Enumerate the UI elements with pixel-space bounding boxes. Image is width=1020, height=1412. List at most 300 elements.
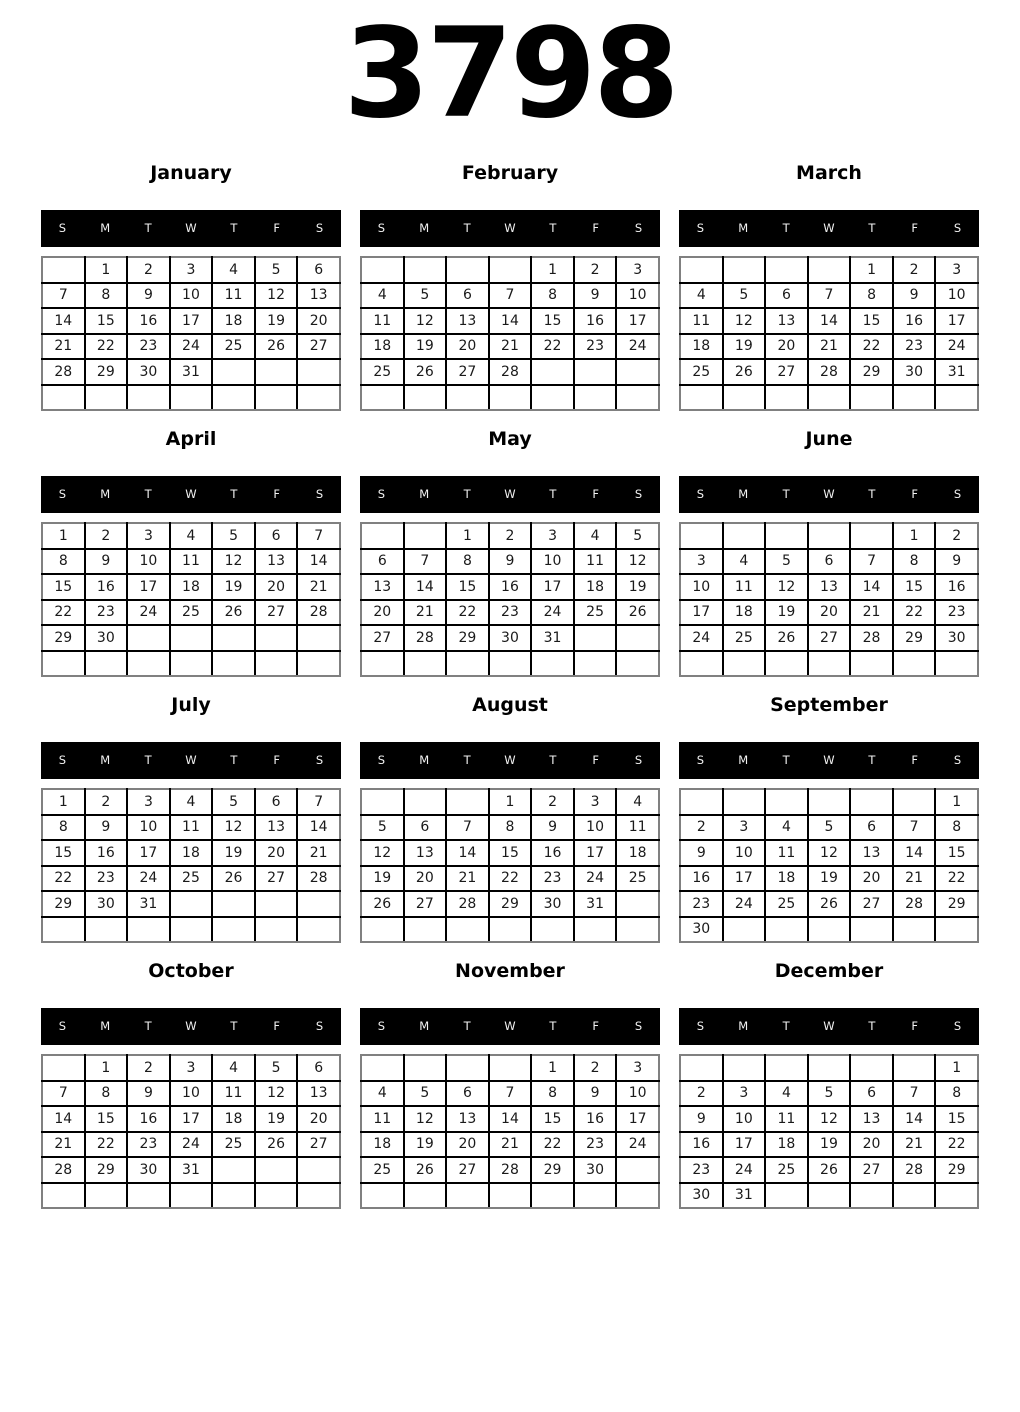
date-cell: 9 bbox=[574, 283, 617, 309]
date-cell: 13 bbox=[808, 574, 851, 600]
date-cell: 9 bbox=[127, 1081, 170, 1107]
date-cell: 11 bbox=[765, 840, 808, 866]
date-cell: 19 bbox=[212, 840, 255, 866]
date-cell: 8 bbox=[489, 815, 532, 841]
date-cell: 26 bbox=[765, 625, 808, 651]
empty-cell bbox=[808, 651, 851, 677]
empty-cell bbox=[85, 651, 128, 677]
empty-cell bbox=[531, 1183, 574, 1209]
empty-cell bbox=[42, 651, 85, 677]
empty-cell bbox=[850, 789, 893, 815]
date-cell: 31 bbox=[935, 359, 978, 385]
weekday-label: M bbox=[419, 487, 430, 501]
date-cell: 22 bbox=[42, 866, 85, 892]
date-cell: 21 bbox=[42, 1132, 85, 1158]
weekday-label: M bbox=[738, 221, 749, 235]
date-cell: 7 bbox=[42, 1081, 85, 1107]
date-cell: 3 bbox=[574, 789, 617, 815]
empty-cell bbox=[404, 651, 447, 677]
date-cell: 1 bbox=[893, 523, 936, 549]
date-cell: 13 bbox=[361, 574, 404, 600]
date-cell: 13 bbox=[255, 549, 298, 575]
date-cell: 29 bbox=[935, 1157, 978, 1183]
date-cell: 14 bbox=[808, 308, 851, 334]
date-cell: 15 bbox=[935, 840, 978, 866]
date-cell: 3 bbox=[723, 815, 766, 841]
week-row bbox=[361, 866, 659, 892]
week-row bbox=[680, 283, 978, 309]
date-cell: 11 bbox=[723, 574, 766, 600]
date-cell: 19 bbox=[255, 1106, 298, 1132]
month-title: September bbox=[770, 694, 888, 716]
week-row bbox=[680, 1106, 978, 1132]
date-cell: 7 bbox=[489, 283, 532, 309]
date-cell: 31 bbox=[170, 359, 213, 385]
date-cell: 10 bbox=[170, 1081, 213, 1107]
date-cell: 25 bbox=[574, 600, 617, 626]
weekday-label: S bbox=[634, 1019, 643, 1033]
weekday-label: S bbox=[634, 753, 643, 767]
weekday-header bbox=[679, 476, 979, 513]
month-grid bbox=[41, 788, 341, 943]
date-cell: 10 bbox=[723, 840, 766, 866]
date-cell: 6 bbox=[361, 549, 404, 575]
date-cell: 13 bbox=[297, 1081, 340, 1107]
empty-cell bbox=[765, 917, 808, 943]
date-cell: 11 bbox=[212, 1081, 255, 1107]
empty-cell bbox=[127, 917, 170, 943]
date-cell: 28 bbox=[489, 1157, 532, 1183]
weekday-label: S bbox=[58, 1019, 67, 1033]
weekday-label: F bbox=[273, 487, 281, 501]
date-cell: 1 bbox=[935, 1055, 978, 1081]
empty-cell bbox=[616, 891, 659, 917]
date-cell: 15 bbox=[531, 1106, 574, 1132]
weekday-label: S bbox=[315, 753, 324, 767]
date-cell: 6 bbox=[850, 815, 893, 841]
date-cell: 26 bbox=[808, 1157, 851, 1183]
date-cell: 29 bbox=[42, 891, 85, 917]
date-cell: 2 bbox=[680, 1081, 723, 1107]
date-cell: 17 bbox=[127, 574, 170, 600]
date-cell: 27 bbox=[850, 891, 893, 917]
date-cell: 17 bbox=[935, 308, 978, 334]
week-row bbox=[361, 815, 659, 841]
week-row bbox=[361, 651, 659, 677]
date-cell: 14 bbox=[850, 574, 893, 600]
date-cell: 7 bbox=[893, 1081, 936, 1107]
date-cell: 25 bbox=[361, 359, 404, 385]
date-cell: 4 bbox=[212, 1055, 255, 1081]
date-cell: 29 bbox=[489, 891, 532, 917]
week-row bbox=[680, 385, 978, 411]
date-cell: 30 bbox=[85, 891, 128, 917]
weekday-label: S bbox=[953, 753, 962, 767]
empty-cell bbox=[531, 651, 574, 677]
month-grid-body bbox=[42, 523, 340, 676]
weekday-label: M bbox=[738, 753, 749, 767]
week-row bbox=[42, 789, 340, 815]
date-cell: 18 bbox=[680, 334, 723, 360]
date-cell: 8 bbox=[42, 815, 85, 841]
date-cell: 26 bbox=[808, 891, 851, 917]
empty-cell bbox=[127, 651, 170, 677]
date-cell: 1 bbox=[446, 523, 489, 549]
empty-cell bbox=[850, 651, 893, 677]
date-cell: 3 bbox=[723, 1081, 766, 1107]
month-calendar bbox=[360, 426, 660, 677]
date-cell: 16 bbox=[680, 866, 723, 892]
date-cell: 15 bbox=[85, 1106, 128, 1132]
date-cell: 17 bbox=[127, 840, 170, 866]
date-cell: 4 bbox=[765, 815, 808, 841]
weekday-label: T bbox=[782, 1019, 790, 1033]
date-cell: 24 bbox=[170, 1132, 213, 1158]
empty-cell bbox=[765, 651, 808, 677]
date-cell: 30 bbox=[127, 359, 170, 385]
empty-cell bbox=[446, 917, 489, 943]
weekday-label: W bbox=[185, 487, 197, 501]
date-cell: 19 bbox=[255, 308, 298, 334]
week-row bbox=[680, 840, 978, 866]
weekday-label: S bbox=[377, 221, 386, 235]
date-cell: 12 bbox=[616, 549, 659, 575]
date-cell: 11 bbox=[680, 308, 723, 334]
empty-cell bbox=[489, 257, 532, 283]
empty-cell bbox=[446, 257, 489, 283]
month-grid bbox=[360, 522, 660, 677]
weekday-label: S bbox=[315, 487, 324, 501]
empty-cell bbox=[255, 385, 298, 411]
empty-cell bbox=[680, 523, 723, 549]
date-cell: 18 bbox=[361, 334, 404, 360]
date-cell: 31 bbox=[127, 891, 170, 917]
weekday-label: T bbox=[463, 221, 471, 235]
date-cell: 6 bbox=[297, 257, 340, 283]
weekday-label: T bbox=[230, 221, 238, 235]
date-cell: 3 bbox=[170, 1055, 213, 1081]
empty-cell bbox=[935, 917, 978, 943]
date-cell: 5 bbox=[404, 1081, 447, 1107]
empty-cell bbox=[127, 1183, 170, 1209]
empty-cell bbox=[212, 385, 255, 411]
empty-cell bbox=[723, 1055, 766, 1081]
empty-cell bbox=[297, 385, 340, 411]
date-cell: 26 bbox=[723, 359, 766, 385]
date-cell: 24 bbox=[616, 334, 659, 360]
date-cell: 21 bbox=[808, 334, 851, 360]
date-cell: 9 bbox=[531, 815, 574, 841]
empty-cell bbox=[127, 385, 170, 411]
date-cell: 29 bbox=[893, 625, 936, 651]
empty-cell bbox=[404, 257, 447, 283]
empty-cell bbox=[297, 1183, 340, 1209]
date-cell: 5 bbox=[255, 257, 298, 283]
date-cell: 20 bbox=[361, 600, 404, 626]
empty-cell bbox=[127, 625, 170, 651]
date-cell: 17 bbox=[531, 574, 574, 600]
empty-cell bbox=[255, 1157, 298, 1183]
date-cell: 17 bbox=[723, 866, 766, 892]
date-cell: 11 bbox=[361, 308, 404, 334]
date-cell: 21 bbox=[42, 334, 85, 360]
empty-cell bbox=[42, 257, 85, 283]
week-row bbox=[680, 1055, 978, 1081]
date-cell: 4 bbox=[170, 523, 213, 549]
weekday-label: F bbox=[911, 1019, 919, 1033]
date-cell: 8 bbox=[446, 549, 489, 575]
date-cell: 12 bbox=[808, 1106, 851, 1132]
date-cell: 17 bbox=[723, 1132, 766, 1158]
week-row bbox=[361, 334, 659, 360]
weekday-label: S bbox=[58, 753, 67, 767]
month-calendar bbox=[679, 958, 979, 1209]
date-cell: 6 bbox=[255, 789, 298, 815]
empty-cell bbox=[489, 651, 532, 677]
date-cell: 30 bbox=[680, 917, 723, 943]
date-cell: 2 bbox=[85, 523, 128, 549]
date-cell: 25 bbox=[680, 359, 723, 385]
month-calendar bbox=[360, 692, 660, 943]
date-cell: 15 bbox=[42, 840, 85, 866]
date-cell: 7 bbox=[850, 549, 893, 575]
weekday-label: T bbox=[463, 487, 471, 501]
empty-cell bbox=[574, 1183, 617, 1209]
week-row bbox=[680, 625, 978, 651]
empty-cell bbox=[255, 625, 298, 651]
date-cell: 12 bbox=[255, 1081, 298, 1107]
empty-cell bbox=[212, 917, 255, 943]
date-cell: 2 bbox=[531, 789, 574, 815]
date-cell: 27 bbox=[808, 625, 851, 651]
date-cell: 27 bbox=[297, 334, 340, 360]
empty-cell bbox=[255, 917, 298, 943]
weekday-label: S bbox=[58, 487, 67, 501]
date-cell: 22 bbox=[935, 866, 978, 892]
date-cell: 23 bbox=[85, 600, 128, 626]
date-cell: 18 bbox=[170, 574, 213, 600]
date-cell: 8 bbox=[85, 283, 128, 309]
date-cell: 10 bbox=[127, 549, 170, 575]
month-grid bbox=[360, 256, 660, 411]
date-cell: 14 bbox=[297, 549, 340, 575]
weekday-label: M bbox=[419, 1019, 430, 1033]
date-cell: 25 bbox=[765, 1157, 808, 1183]
empty-cell bbox=[42, 917, 85, 943]
week-row bbox=[680, 359, 978, 385]
date-cell: 10 bbox=[531, 549, 574, 575]
date-cell: 8 bbox=[850, 283, 893, 309]
week-row bbox=[680, 334, 978, 360]
week-row bbox=[361, 1055, 659, 1081]
week-row bbox=[42, 600, 340, 626]
date-cell: 27 bbox=[765, 359, 808, 385]
date-cell: 23 bbox=[574, 1132, 617, 1158]
empty-cell bbox=[42, 1055, 85, 1081]
date-cell: 21 bbox=[893, 1132, 936, 1158]
week-row bbox=[680, 789, 978, 815]
empty-cell bbox=[616, 385, 659, 411]
date-cell: 19 bbox=[212, 574, 255, 600]
date-cell: 24 bbox=[723, 891, 766, 917]
date-cell: 8 bbox=[935, 815, 978, 841]
date-cell: 6 bbox=[255, 523, 298, 549]
month-calendar bbox=[679, 426, 979, 677]
empty-cell bbox=[808, 917, 851, 943]
weekday-header bbox=[41, 210, 341, 247]
month-title: October bbox=[148, 960, 234, 982]
empty-cell bbox=[616, 917, 659, 943]
empty-cell bbox=[404, 385, 447, 411]
date-cell: 30 bbox=[935, 625, 978, 651]
weekday-label: F bbox=[592, 221, 600, 235]
date-cell: 15 bbox=[85, 308, 128, 334]
date-cell: 20 bbox=[255, 840, 298, 866]
date-cell: 29 bbox=[42, 625, 85, 651]
week-row bbox=[680, 257, 978, 283]
date-cell: 2 bbox=[127, 257, 170, 283]
empty-cell bbox=[212, 359, 255, 385]
date-cell: 25 bbox=[212, 1132, 255, 1158]
date-cell: 3 bbox=[127, 789, 170, 815]
week-row bbox=[42, 891, 340, 917]
date-cell: 6 bbox=[850, 1081, 893, 1107]
week-row bbox=[361, 600, 659, 626]
empty-cell bbox=[531, 917, 574, 943]
weekday-label: S bbox=[953, 221, 962, 235]
date-cell: 14 bbox=[446, 840, 489, 866]
date-cell: 30 bbox=[85, 625, 128, 651]
empty-cell bbox=[616, 1157, 659, 1183]
month-calendar bbox=[360, 958, 660, 1209]
date-cell: 28 bbox=[893, 891, 936, 917]
empty-cell bbox=[212, 625, 255, 651]
date-cell: 11 bbox=[574, 549, 617, 575]
date-cell: 1 bbox=[42, 789, 85, 815]
weekday-label: F bbox=[911, 221, 919, 235]
date-cell: 1 bbox=[531, 1055, 574, 1081]
empty-cell bbox=[808, 1183, 851, 1209]
date-cell: 7 bbox=[297, 523, 340, 549]
empty-cell bbox=[935, 385, 978, 411]
date-cell: 6 bbox=[297, 1055, 340, 1081]
date-cell: 22 bbox=[935, 1132, 978, 1158]
empty-cell bbox=[723, 385, 766, 411]
weekday-label: S bbox=[696, 1019, 705, 1033]
date-cell: 17 bbox=[616, 308, 659, 334]
empty-cell bbox=[446, 385, 489, 411]
date-cell: 10 bbox=[574, 815, 617, 841]
empty-cell bbox=[723, 257, 766, 283]
empty-cell bbox=[170, 1183, 213, 1209]
week-row bbox=[42, 283, 340, 309]
date-cell: 10 bbox=[680, 574, 723, 600]
month-calendar bbox=[41, 426, 341, 677]
date-cell: 28 bbox=[297, 600, 340, 626]
empty-cell bbox=[808, 257, 851, 283]
date-cell: 26 bbox=[404, 359, 447, 385]
month-grid bbox=[679, 522, 979, 677]
date-cell: 1 bbox=[850, 257, 893, 283]
empty-cell bbox=[489, 385, 532, 411]
weekday-label: S bbox=[634, 221, 643, 235]
weekday-header bbox=[679, 210, 979, 247]
date-cell: 16 bbox=[127, 1106, 170, 1132]
date-cell: 15 bbox=[42, 574, 85, 600]
date-cell: 24 bbox=[723, 1157, 766, 1183]
date-cell: 24 bbox=[127, 600, 170, 626]
date-cell: 19 bbox=[765, 600, 808, 626]
date-cell: 3 bbox=[935, 257, 978, 283]
weekday-label: M bbox=[100, 753, 111, 767]
empty-cell bbox=[616, 1183, 659, 1209]
date-cell: 24 bbox=[935, 334, 978, 360]
weekday-label: S bbox=[58, 221, 67, 235]
weekday-header bbox=[41, 1008, 341, 1045]
date-cell: 21 bbox=[489, 1132, 532, 1158]
date-cell: 3 bbox=[616, 257, 659, 283]
week-row bbox=[361, 523, 659, 549]
week-row bbox=[42, 574, 340, 600]
date-cell: 8 bbox=[85, 1081, 128, 1107]
empty-cell bbox=[893, 651, 936, 677]
weekday-label: F bbox=[273, 221, 281, 235]
date-cell: 28 bbox=[850, 625, 893, 651]
date-cell: 21 bbox=[297, 574, 340, 600]
empty-cell bbox=[446, 1055, 489, 1081]
date-cell: 23 bbox=[85, 866, 128, 892]
date-cell: 23 bbox=[127, 1132, 170, 1158]
weekday-label: S bbox=[315, 1019, 324, 1033]
date-cell: 4 bbox=[170, 789, 213, 815]
date-cell: 9 bbox=[127, 283, 170, 309]
date-cell: 28 bbox=[404, 625, 447, 651]
month-grid-body bbox=[42, 1055, 340, 1208]
date-cell: 2 bbox=[85, 789, 128, 815]
week-row bbox=[42, 651, 340, 677]
date-cell: 3 bbox=[531, 523, 574, 549]
weekday-label: S bbox=[634, 487, 643, 501]
weekday-label: T bbox=[144, 1019, 152, 1033]
date-cell: 23 bbox=[489, 600, 532, 626]
date-cell: 3 bbox=[127, 523, 170, 549]
date-cell: 27 bbox=[850, 1157, 893, 1183]
date-cell: 17 bbox=[680, 600, 723, 626]
date-cell: 9 bbox=[680, 840, 723, 866]
weekday-label: W bbox=[185, 221, 197, 235]
empty-cell bbox=[574, 625, 617, 651]
date-cell: 30 bbox=[574, 1157, 617, 1183]
weekday-label: M bbox=[738, 1019, 749, 1033]
empty-cell bbox=[574, 359, 617, 385]
date-cell: 22 bbox=[489, 866, 532, 892]
empty-cell bbox=[616, 625, 659, 651]
weekday-header bbox=[360, 1008, 660, 1045]
date-cell: 13 bbox=[255, 815, 298, 841]
empty-cell bbox=[446, 651, 489, 677]
week-row bbox=[361, 257, 659, 283]
weekday-label: W bbox=[823, 753, 835, 767]
date-cell: 6 bbox=[808, 549, 851, 575]
date-cell: 14 bbox=[893, 840, 936, 866]
weekday-label: W bbox=[823, 1019, 835, 1033]
date-cell: 24 bbox=[170, 334, 213, 360]
date-cell: 27 bbox=[361, 625, 404, 651]
empty-cell bbox=[723, 651, 766, 677]
date-cell: 30 bbox=[680, 1183, 723, 1209]
week-row bbox=[680, 651, 978, 677]
empty-cell bbox=[170, 917, 213, 943]
